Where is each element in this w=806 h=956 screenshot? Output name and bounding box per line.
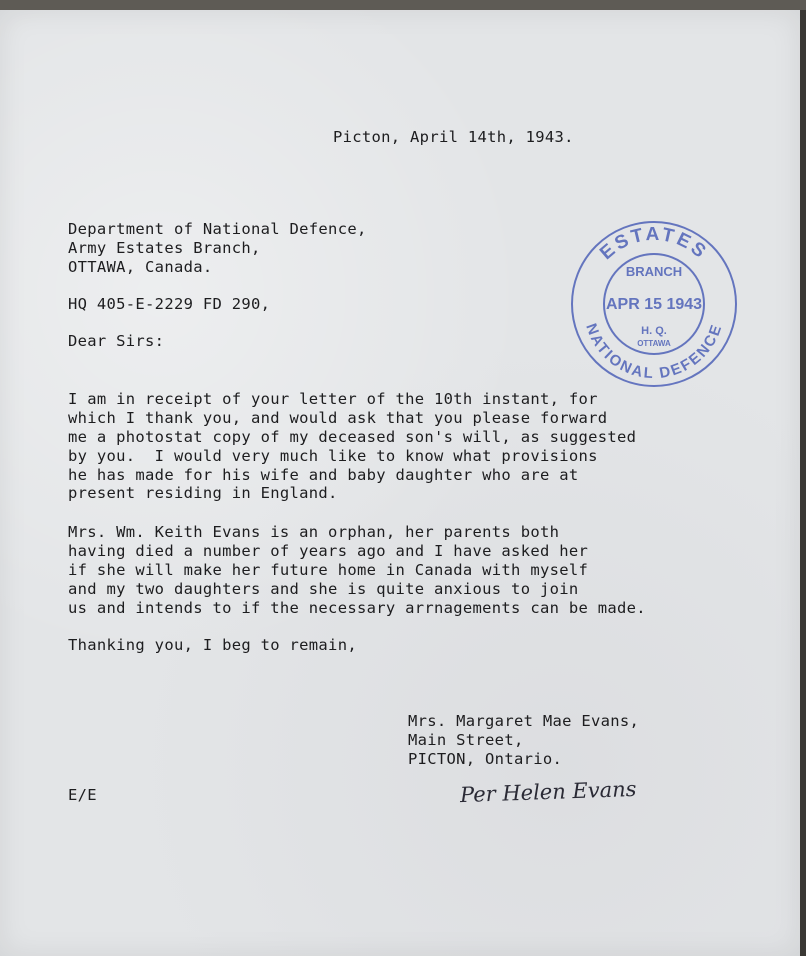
address-line-3: OTTAWA, Canada. xyxy=(68,258,213,276)
sender-name: Mrs. Margaret Mae Evans, xyxy=(408,712,640,730)
closing-line: Thanking you, I beg to remain, xyxy=(68,636,357,654)
stamp-city-text: OTTAWA xyxy=(637,339,671,348)
reference-number: HQ 405-E-2229 FD 290, xyxy=(68,295,271,313)
sender-street: Main Street, xyxy=(408,731,524,749)
salutation: Dear Sirs: xyxy=(68,332,165,350)
paragraph-1-line-4: by you. I would very much like to know what provisions xyxy=(68,447,598,465)
paragraph-2-line-3: if she will make her future home in Canada with myself xyxy=(68,561,589,579)
paragraph-2-line-1: Mrs. Wm. Keith Evans is an orphan, her parents both xyxy=(68,523,560,541)
dateline: Picton, April 14th, 1943. xyxy=(333,128,574,146)
address-line-2: Army Estates Branch, xyxy=(68,239,261,257)
signature: Per Helen Evans xyxy=(459,776,637,808)
paragraph-1-line-6: present residing in England. xyxy=(68,484,338,502)
typist-initials: E/E xyxy=(68,786,97,804)
paragraph-1-line-1: I am in receipt of your letter of the 10th instant, for xyxy=(68,390,598,408)
letter-page xyxy=(0,10,800,956)
paragraph-2-line-2: having died a number of years ago and I have asked her xyxy=(68,542,589,560)
stamp-branch-text: BRANCH xyxy=(625,264,683,279)
stamp-top-text: ESTATES xyxy=(596,223,712,265)
paragraph-1-line-2: which I thank you, and would ask that you please forward xyxy=(68,409,608,427)
page-edge xyxy=(800,10,806,956)
received-stamp xyxy=(568,216,740,392)
stamp-hq-text: H. Q. xyxy=(641,325,667,337)
paragraph-2-line-5: us and intends to if the necessary arrnagements can be made. xyxy=(68,599,646,617)
address-line-1: Department of National Defence, xyxy=(68,220,367,238)
paragraph-1-line-5: he has made for his wife and baby daughter who are at xyxy=(68,466,579,484)
paragraph-2-line-4: and my two daughters and she is quite anxious to join xyxy=(68,580,579,598)
sender-city: PICTON, Ontario. xyxy=(408,750,563,768)
paragraph-1-line-3: me a photostat copy of my deceased son's will, as suggested xyxy=(68,428,637,446)
stamp-date: APR 15 1943 xyxy=(605,296,703,313)
stamp-bottom-text: NATIONAL DEFENCE xyxy=(582,321,726,383)
